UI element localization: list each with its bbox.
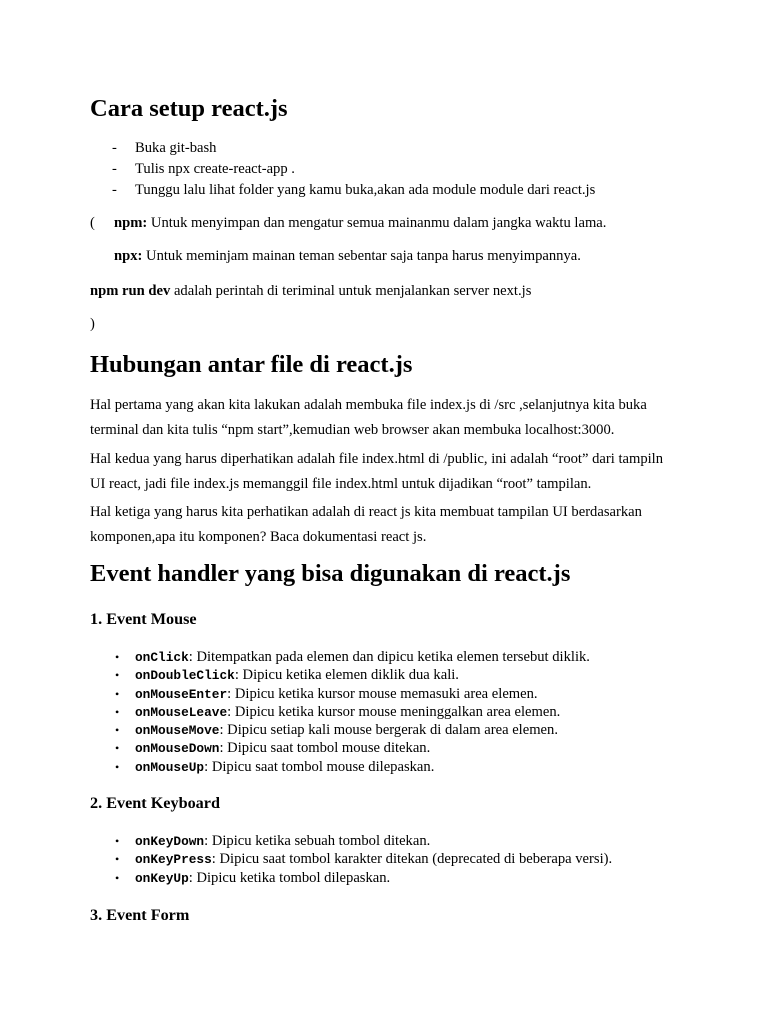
npm-run-dev-note	[90, 283, 531, 300]
event-name: onMouseUp	[135, 759, 205, 775]
npx-desc: Untuk meminjam mainan teman sebentar saja tanpa harus menyimpannya.	[142, 248, 581, 264]
list-item	[90, 666, 590, 684]
paragraph: Hal kedua yang harus diperhatikan adalah file index.html di /public, ini adalah “root” dari tampiln UI react, jadi file index.js memanggil file index.html untuk dijadikan “root” tampilan.	[90, 451, 664, 492]
event-desc: : Dipicu ketika kursor mouse meninggalkan area elemen.	[227, 703, 561, 720]
bullet-icon: •	[115, 870, 120, 885]
event-name: onKeyPress	[135, 852, 212, 868]
close-paren: )	[90, 316, 95, 332]
bullet-icon: •	[115, 723, 120, 738]
event-desc: : Dipicu saat tombol karakter ditekan (deprecated di beberapa versi).	[211, 851, 613, 868]
bullet-icon: •	[115, 650, 120, 664]
bullet-icon: •	[115, 852, 120, 867]
event-name: onDoubleClick	[135, 668, 235, 684]
setup-step-text: Buka git-bash	[135, 140, 217, 156]
paragraph: Hal pertama yang akan kita lakukan adalah membuka file index.js di /src ,selanjutnya kita buka terminal dan kita tulis “npm start”,kemudian web browser akan membuka localhost:3000.	[90, 397, 647, 438]
heading-event-form: 3. Event Form	[90, 906, 190, 924]
heading-event-keyboard: 2. Event Keyboard	[90, 794, 220, 812]
dash-marker: -	[112, 140, 117, 156]
bullet-icon: •	[115, 834, 120, 848]
mouse-event-list	[90, 648, 590, 776]
npm-run-dev-desc: adalah perintah di teriminal untuk menjalankan server next.js	[170, 283, 532, 299]
bullet-icon: •	[115, 741, 120, 756]
list-item	[90, 739, 590, 757]
heading-event-handler: Event handler yang bisa digunakan di react.js	[90, 560, 571, 587]
event-desc: : Dipicu ketika sebuah tombol ditekan.	[204, 833, 431, 849]
npx-note	[114, 248, 581, 265]
event-desc: : Dipicu ketika kursor mouse memasuki area elemen.	[227, 685, 538, 702]
event-name: onMouseEnter	[135, 686, 228, 702]
event-desc: : Dipicu saat tombol mouse dilepaskan.	[204, 758, 435, 775]
list-item	[90, 648, 590, 666]
npx-term: npx:	[114, 248, 143, 264]
event-desc: : Dipicu ketika tombol dilepaskan.	[188, 869, 391, 886]
event-desc: : Dipicu setiap kali mouse bergerak di dalam area elemen.	[219, 722, 558, 739]
bullet-icon: •	[115, 668, 120, 683]
event-desc: : Dipicu ketika elemen diklik dua kali.	[234, 667, 459, 684]
list-item	[90, 721, 590, 739]
npm-desc: Untuk menyimpan dan mengatur semua mainanmu dalam jangka waktu lama.	[147, 215, 607, 231]
event-desc: : Ditempatkan pada elemen dan dipicu ketika elemen tersebut diklik.	[188, 649, 590, 665]
event-name: onKeyDown	[135, 834, 205, 849]
list-item	[90, 703, 590, 721]
list-item	[90, 869, 612, 887]
list-item	[90, 832, 612, 850]
heading-hubungan: Hubungan antar file di react.js	[90, 351, 413, 378]
npm-term: npm:	[114, 215, 148, 231]
keyboard-event-list	[90, 832, 612, 887]
bullet-icon: •	[115, 704, 120, 719]
dash-marker: -	[112, 182, 117, 198]
list-item	[90, 758, 590, 776]
npm-note	[114, 215, 606, 232]
event-name: onKeyUp	[135, 870, 189, 886]
event-name: onMouseMove	[135, 723, 220, 739]
open-paren: (	[90, 215, 95, 231]
bullet-icon: •	[115, 759, 120, 774]
dash-marker: -	[112, 161, 117, 177]
setup-step-text: Tulis npx create-react-app .	[135, 161, 295, 177]
heading-event-mouse: 1. Event Mouse	[90, 610, 197, 628]
event-name: onMouseLeave	[135, 704, 228, 720]
event-name: onClick	[135, 650, 189, 665]
bullet-icon: •	[115, 686, 120, 701]
event-name: onMouseDown	[135, 741, 220, 757]
paragraph: Hal ketiga yang harus kita perhatikan adalah di react js kita membuat tampilan UI berdasarkan komponen,apa itu komponen? Baca dokumentasi react js.	[90, 504, 642, 545]
setup-step-text: Tunggu lalu lihat folder yang kamu buka,akan ada module module dari react.js	[135, 182, 596, 198]
list-item	[90, 850, 612, 868]
heading-setup: Cara setup react.js	[90, 95, 288, 122]
npm-run-dev-term: npm run dev	[90, 283, 171, 299]
list-item	[90, 685, 590, 703]
event-desc: : Dipicu saat tombol mouse ditekan.	[219, 740, 431, 757]
